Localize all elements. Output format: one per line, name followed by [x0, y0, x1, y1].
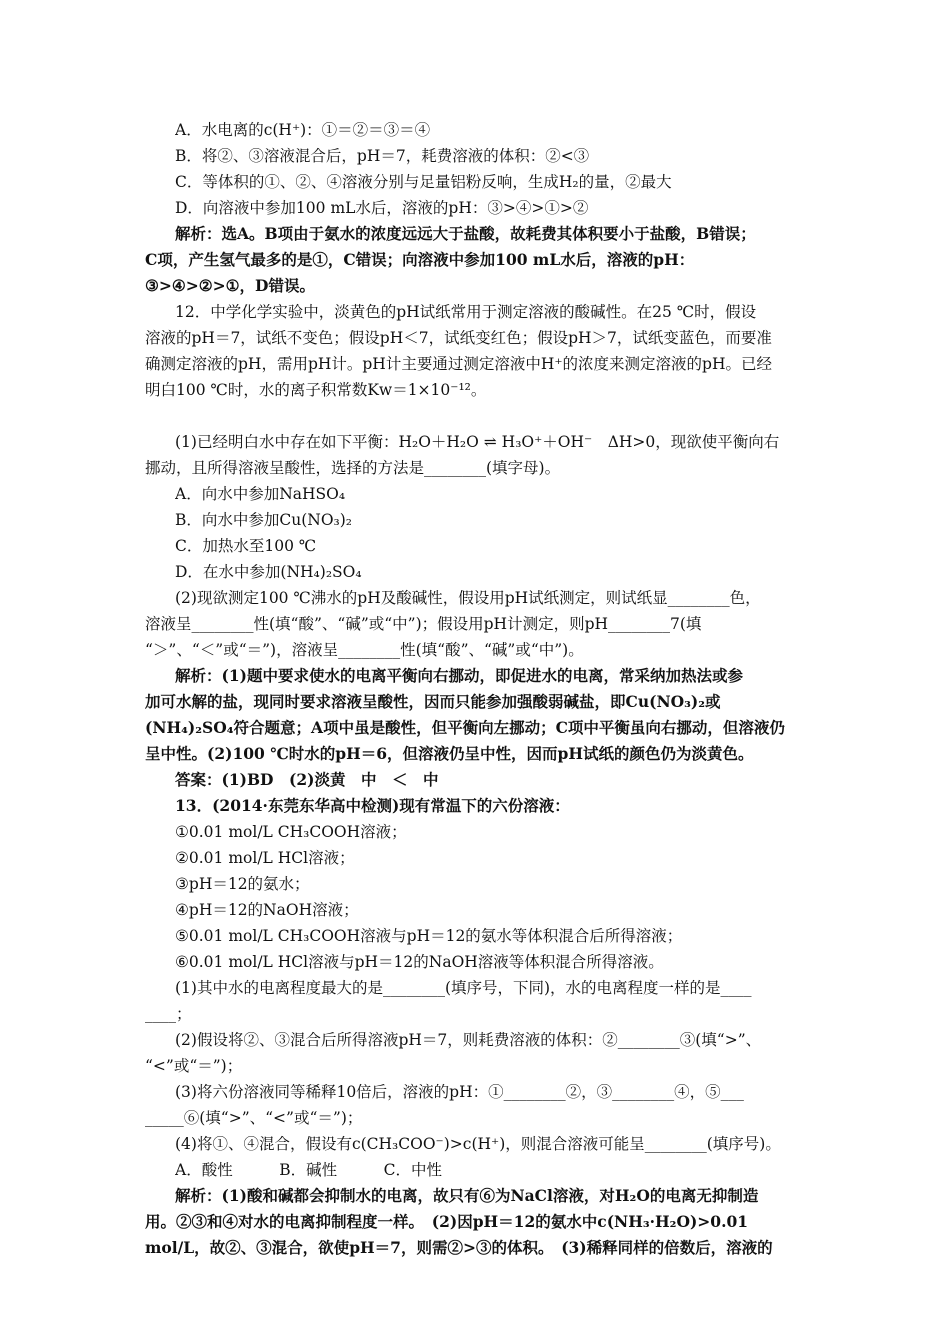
- sub-question: (3)将六份溶液同等稀释10倍后，溶液的pH：①________②，③________④，⑤___: [175, 1083, 744, 1101]
- solution-item: ②0.01 mol/L HCl溶液；: [175, 849, 355, 867]
- sub-question: 挪动，且所得溶液呈酸性，选择的方法是________(填字母)。: [145, 459, 561, 477]
- option-b: B．将②、③溶液混合后，pH＝7，耗费溶液的体积：②<③: [175, 147, 590, 165]
- option-c: C．等体积的①、②、④溶液分别与足量铝粉反响，生成H₂的量，②最大: [175, 173, 672, 191]
- sub-question: “＞”、“＜”或“＝”)，溶液呈________性(填“酸”、“碱”或“中”)。: [145, 641, 584, 659]
- sub-question: (1)已经明白水中存在如下平衡：H₂O＋H₂O ⇌ H₃O⁺＋OH⁻ ΔH>0，现欲使平衡向右: [175, 433, 780, 451]
- question-text: 确测定溶液的pH，需用pH计。pH计主要通过测定溶液中H⁺的浓度来测定溶液的pH。已经: [145, 355, 772, 373]
- analysis-line: 呈中性。(2)100 ℃时水的pH＝6，但溶液仍呈中性，因而pH试纸的颜色仍为淡黄色。: [145, 744, 754, 763]
- sub-question: (4)将①、④混合，假设有c(CH₃COO⁻)>c(H⁺)，则混合溶液可能呈________(填序号)。: [175, 1135, 781, 1153]
- solution-item: ④pH＝12的NaOH溶液；: [175, 901, 359, 919]
- question-12: 12．中学化学实验中，淡黄色的pH试纸常用于测定溶液的酸碱性。在25 ℃时，假设: [175, 303, 757, 321]
- options-line: A．酸性 B．碱性 C．中性: [175, 1161, 442, 1179]
- option-d: D．在水中参加(NH₄)₂SO₄: [175, 563, 362, 581]
- analysis-line: (NH₄)₂SO₄符合题意；A项中虽是酸性，但平衡向左挪动；C项中平衡虽向右挪动，但溶液仍: [145, 718, 785, 737]
- option-c: C．加热水至100 ℃: [175, 537, 317, 555]
- option-a: A．水电离的c(H⁺)：①＝②＝③＝④: [175, 121, 431, 139]
- sub-question: (2)现欲测定100 ℃沸水的pH及酸碱性，假设用pH试纸测定，则试纸显________色，: [175, 589, 761, 607]
- option-d: D．向溶液中参加100 mL水后，溶液的pH：③>④>①>②: [175, 199, 589, 217]
- sub-question: _____⑥(填“>”、“<”或“＝”)；: [145, 1109, 363, 1127]
- analysis-line: 用。②③和④对水的电离抑制程度一样。 (2)因pH＝12的氨水中c(NH₃·H₂O)>0.01: [145, 1212, 749, 1231]
- question-13: 13．(2014·东莞东华高中检测)现有常温下的六份溶液：: [175, 796, 570, 815]
- solution-item: ③pH＝12的氨水；: [175, 875, 310, 893]
- analysis-line: C项，产生氢气最多的是①，C错误；向溶液中参加100 mL水后，溶液的pH：: [145, 250, 695, 269]
- sub-question: (1)其中水的电离程度最大的是________(填序号，下同)，水的电离程度一样的是____: [175, 979, 752, 997]
- analysis-line: 解析：选A。B项由于氨水的浓度远远大于盐酸，故耗费其体积要小于盐酸，B错误；: [175, 224, 756, 243]
- analysis-line: 解析：(1)酸和碱都会抑制水的电离，故只有⑥为NaCl溶液，对H₂O的电离无抑制造: [175, 1186, 759, 1205]
- sub-question: “<”或“＝”)；: [145, 1057, 243, 1075]
- sub-question: ____；: [145, 1005, 192, 1023]
- solution-item: ①0.01 mol/L CH₃COOH溶液；: [175, 823, 407, 841]
- solution-item: ⑤0.01 mol/L CH₃COOH溶液与pH＝12的氨水等体积混合后所得溶液；: [175, 927, 683, 945]
- question-text: 溶液的pH＝7，试纸不变色；假设pH＜7，试纸变红色；假设pH＞7，试纸变蓝色，而要准: [145, 329, 772, 347]
- option-b: B．向水中参加Cu(NO₃)₂: [175, 511, 353, 529]
- sub-question: 溶液呈________性(填“酸”、“碱”或“中”)；假设用pH计测定，则pH________7(填: [145, 615, 702, 633]
- analysis-line: 解析：(1)题中要求使水的电离平衡向右挪动，即促进水的电离，常采纳加热法或参: [175, 666, 743, 685]
- analysis-line: ③>④>②>①，D错误。: [145, 276, 315, 295]
- answer-line: 答案：(1)BD (2)淡黄 中 ＜ 中: [175, 770, 439, 789]
- question-text: 明白100 ℃时，水的离子积常数Kw＝1×10⁻¹²。: [145, 381, 487, 399]
- solution-item: ⑥0.01 mol/L HCl溶液与pH＝12的NaOH溶液等体积混合所得溶液。: [175, 953, 664, 971]
- sub-question: (2)假设将②、③混合后所得溶液pH＝7，则耗费溶液的体积：②________③(填“>”、: [175, 1031, 762, 1049]
- analysis-line: 加可水解的盐，现同时要求溶液呈酸性，因而只能参加强酸弱碱盐，即Cu(NO₃)₂或: [145, 692, 721, 711]
- analysis-line: mol/L，故②、③混合，欲使pH＝7，则需②>③的体积。 (3)稀释同样的倍数后，溶液的: [145, 1238, 773, 1257]
- option-a: A．向水中参加NaHSO₄: [175, 485, 346, 503]
